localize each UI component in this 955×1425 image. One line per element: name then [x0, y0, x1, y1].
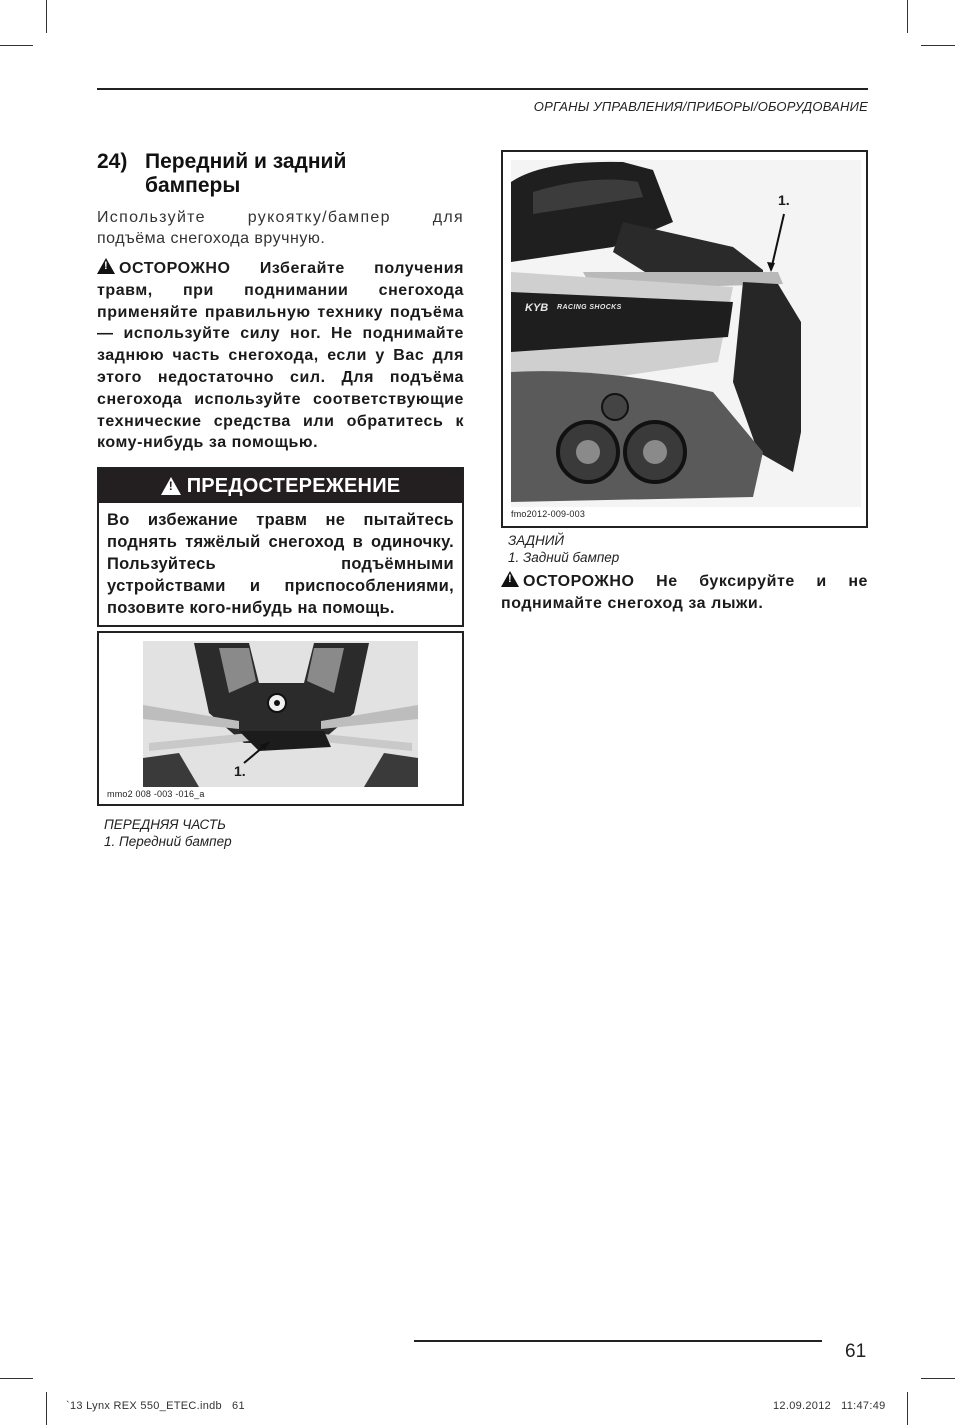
- rear-callout-label: 1.: [778, 192, 790, 208]
- front-caption: [97, 816, 464, 850]
- front-figure-code: mmo2 008 -003 -016_a: [107, 789, 205, 800]
- front-caption-item: 1. Передний бампер: [104, 834, 232, 850]
- section-header: ОРГАНЫ УПРАВЛЕНИЯ/ПРИБОРЫ/ОБОРУДОВАНИЕ: [533, 99, 868, 114]
- footer-rule: [414, 1340, 822, 1342]
- caution-text: Избегайте получения травм, при поднимании снегохода применяйте правильную технику подъёма — используйте силу ног. Не поднимайте заднюю часть снегохода, если у Вас для этого недостаточно сил. Для подъёма снегохода используйте соответствующие технические средства или обратитесь к кому-нибудь за помощью.: [97, 260, 464, 452]
- rear-decal-brand: KYB: [525, 302, 549, 314]
- crop-mark: [921, 45, 955, 46]
- caution2-word: ОСТОРОЖНО: [523, 573, 635, 590]
- crop-mark: [921, 1378, 955, 1379]
- crop-mark: [46, 1392, 47, 1425]
- page-number: 61: [845, 1341, 867, 1362]
- rear-figure-code: fmo2012-009-003: [511, 509, 586, 519]
- intro-paragraph: [97, 207, 464, 249]
- section-title-line2: бамперы: [145, 174, 241, 197]
- rear-caption: [501, 532, 868, 566]
- warning-triangle-icon: [161, 477, 181, 495]
- warning-triangle-icon: [97, 258, 115, 274]
- crop-mark: [0, 1378, 33, 1379]
- caution2-text: Не буксируйте и не поднимайте снегоход за лыжи.: [501, 573, 868, 612]
- front-callout-label: 1.: [234, 763, 246, 780]
- crop-mark: [907, 0, 908, 33]
- right-column: [501, 150, 868, 615]
- warning-box-header: [99, 469, 462, 503]
- front-caption-title: ПЕРЕДНЯЯ ЧАСТЬ: [104, 817, 226, 833]
- crop-mark: [0, 45, 33, 46]
- rear-caption-title: ЗАДНИЙ: [508, 533, 565, 548]
- intro-line2: подъёма снегохода вручную.: [97, 230, 326, 247]
- section-number: 24): [97, 150, 128, 173]
- warning-box-body: Во избежание травм не пытайтесь поднять тяжёлый снегоход в одиночку. Пользуйтесь подъёмными устройствами и приспособлениями, позовите кого-нибудь на помощь.: [107, 511, 454, 618]
- warning-box: [97, 467, 464, 627]
- rear-bumper-photo: [503, 152, 866, 526]
- warning-triangle-icon: [501, 571, 519, 587]
- crop-mark: [46, 0, 47, 33]
- front-bumper-photo: [99, 633, 462, 804]
- caution-word: ОСТОРОЖНО: [119, 260, 231, 277]
- left-column: [97, 150, 464, 850]
- front-bumper-figure: [97, 631, 464, 806]
- section-title-line1: Передний и задний: [145, 150, 347, 173]
- rear-caption-item: 1. Задний бампер: [508, 550, 620, 565]
- header-rule: [97, 88, 868, 90]
- caution2-paragraph: [501, 571, 868, 615]
- print-slug-file: `13 Lynx REX 550_ETEC.indb 61: [66, 1400, 245, 1412]
- crop-mark: [907, 1392, 908, 1425]
- intro-line1: Используйте рукоятку/бампер для: [97, 209, 464, 226]
- rear-decal-text: RACING SHOCKS: [557, 304, 622, 311]
- section-heading: [97, 150, 464, 198]
- caution-paragraph: [97, 258, 464, 454]
- warning-box-title: ПРЕДОСТЕРЕЖЕНИЕ: [186, 474, 401, 497]
- print-slug-date: 12.09.2012 11:47:49: [773, 1400, 886, 1412]
- rear-bumper-figure: [501, 150, 868, 528]
